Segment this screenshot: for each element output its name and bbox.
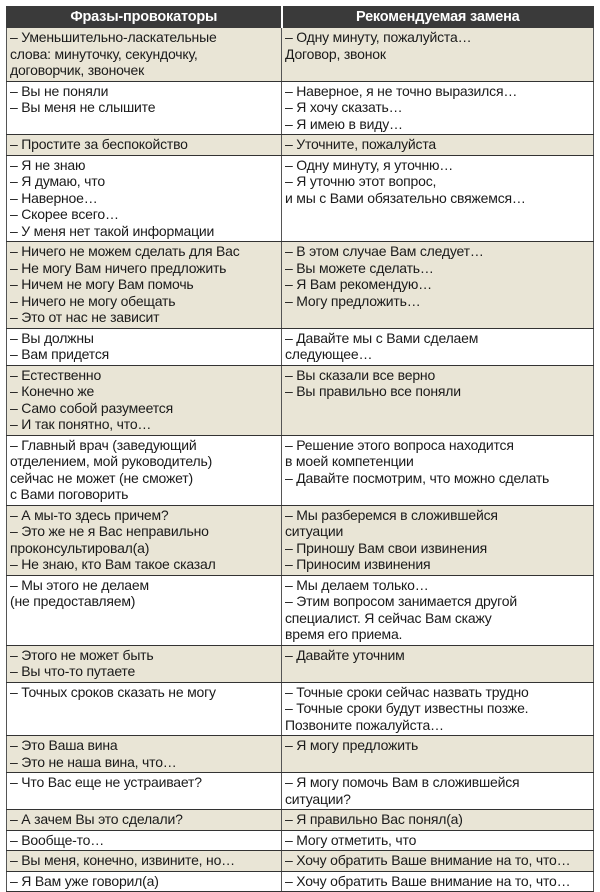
provocative-phrase-cell: [7, 365, 282, 435]
replacement-phrase-line: – Вы правильно все поняли: [285, 383, 461, 399]
provocative-phrase-line: – Само собой разумеется: [10, 399, 173, 416]
provocative-phrase-cell: [7, 810, 282, 831]
provocative-phrase-cell: [7, 242, 282, 329]
replacement-phrase-line: – Мы разберемся в сложившейся: [285, 506, 498, 523]
replacement-phrase-line: – Могу отметить, что: [285, 831, 417, 848]
replacement-phrase-line: – Могу предложить…: [285, 292, 421, 309]
recommended-replacement-cell: [282, 871, 594, 892]
replacement-phrase-line: – Точные сроки сейчас назвать трудно: [285, 683, 529, 700]
provocative-phrase-line: – Я думаю, что: [10, 173, 105, 189]
provocative-phrase-line: сейчас не может (не сможет): [10, 469, 193, 486]
provocative-phrase-cell: [7, 155, 282, 242]
replacement-phrase-line: – Я правильно Вас понял(а): [285, 811, 463, 827]
provocative-phrase-line: – Вы что-то путаете: [10, 663, 136, 679]
recommended-replacement-cell: [282, 851, 594, 872]
provocative-phrase-line: проконсультировал(а): [10, 539, 150, 556]
replacement-phrase-line: – Вы сказали все верно: [285, 366, 436, 383]
provocative-phrase-line: – Конечно же: [10, 383, 95, 399]
recommended-replacement-cell: [282, 682, 594, 736]
provocative-phrase-cell: [7, 28, 282, 82]
provocative-phrase-cell: [7, 328, 282, 365]
recommended-replacement-cell: [282, 135, 594, 156]
provocative-phrase-line: – Ничем не могу Вам помочь: [10, 276, 194, 292]
table-row: [7, 242, 594, 329]
provocative-phrase-line: с Вами поговорить: [10, 486, 129, 502]
provocative-phrase-line: – И так понятно, что…: [10, 416, 152, 432]
header-provocative-phrases: Фразы-провокаторы: [7, 7, 282, 28]
provocative-phrase-line: слова: минуточку, секундочку,: [10, 45, 198, 62]
table-row: [7, 736, 594, 773]
header-recommended-replacement: Рекомендуемая замена: [282, 7, 594, 28]
recommended-replacement-cell: [282, 81, 594, 135]
replacement-phrase-line: время его приема.: [285, 626, 403, 642]
provocative-phrase-line: – Это Ваша вина: [10, 737, 118, 753]
provocative-phrase-line: – Уменьшительно-ласкательные: [10, 29, 217, 45]
provocative-phrase-line: – Скорее всего…: [10, 206, 119, 222]
provocative-phrase-line: – Точных сроков сказать не могу: [10, 683, 216, 700]
replacement-phrase-line: – Хочу обратить Ваше внимание на то, что…: [285, 852, 571, 868]
replacement-phrase-line: и мы с Вами обязательно свяжемся…: [285, 189, 526, 206]
table-header-row: [7, 7, 594, 28]
provocative-phrase-cell: [7, 851, 282, 872]
provocative-phrase-line: – Что Вас еще не устраивает?: [10, 774, 202, 790]
provocative-phrase-line: – Вы меня, конечно, извините, но…: [10, 852, 235, 868]
provocative-phrase-line: – Ничего не могу обещать: [10, 292, 176, 309]
provocative-phrase-line: отделением, мой руководитель): [10, 453, 213, 469]
table-row: [7, 851, 594, 872]
provocative-phrase-line: – У меня нет такой информации: [10, 222, 215, 239]
replacement-phrase-line: – Наверное, я не точно выразился…: [285, 82, 518, 99]
replacement-phrase-line: – Уточните, пожалуйста: [285, 136, 436, 152]
table-row: [7, 135, 594, 156]
recommended-replacement-cell: [282, 505, 594, 575]
replacement-phrase-line: специалист. Я сейчас Вам скажу: [285, 609, 492, 626]
replacement-phrase-line: – Я уточню этот вопрос,: [285, 173, 437, 189]
replacement-phrase-line: – Я могу помочь Вам в сложившейся: [285, 774, 520, 790]
replacement-phrase-line: ситуации: [285, 523, 344, 539]
provocative-phrase-line: – Вы должны: [10, 329, 94, 346]
provocative-phrase-line: – Не могу Вам ничего предложить: [10, 259, 227, 276]
table-row: [7, 830, 594, 851]
provocative-phrase-line: – Вам придется: [10, 346, 110, 362]
provocative-phrase-cell: [7, 575, 282, 645]
replacement-phrase-line: Позвоните пожалуйста…: [285, 716, 444, 733]
replacement-phrase-line: – Я Вам рекомендую…: [285, 276, 432, 292]
provocative-phrase-line: – А зачем Вы это сделали?: [10, 811, 183, 827]
table-row: [7, 81, 594, 135]
provocative-phrase-cell: [7, 682, 282, 736]
provocative-phrase-line: – Не знаю, кто Вам такое сказал: [10, 556, 216, 572]
replacement-phrase-line: – Этим вопросом занимается другой: [285, 593, 517, 609]
provocative-phrase-cell: [7, 435, 282, 505]
provocative-phrase-line: договорчик, звоночек: [10, 62, 145, 78]
table-row: [7, 810, 594, 831]
replacement-phrase-line: Договор, звонок: [285, 45, 386, 62]
recommended-replacement-cell: [282, 328, 594, 365]
replacement-phrase-line: – Приносим извинения: [285, 556, 431, 572]
provocative-phrase-line: – Мы этого не делаем: [10, 576, 149, 593]
table-row: [7, 155, 594, 242]
phrase-replacement-table: [6, 6, 594, 892]
provocative-phrase-line: – Это от нас не зависит: [10, 309, 160, 325]
replacement-phrase-line: – Давайте уточним: [285, 646, 405, 663]
provocative-phrase-line: – Это не наша вина, что…: [10, 753, 177, 770]
provocative-phrase-line: – Вы меня не слышите: [10, 99, 156, 115]
provocative-phrase-line: – Я не знаю: [10, 156, 86, 173]
provocative-phrase-cell: [7, 81, 282, 135]
recommended-replacement-cell: [282, 736, 594, 773]
table-row: [7, 682, 594, 736]
table-row: [7, 871, 594, 892]
table-row: [7, 773, 594, 810]
replacement-phrase-line: – Хочу обратить Ваше внимание на то, что…: [285, 872, 571, 889]
recommended-replacement-cell: [282, 435, 594, 505]
provocative-phrase-line: – Ничего не можем сделать для Вас: [10, 243, 240, 259]
provocative-phrase-cell: [7, 871, 282, 892]
table-row: [7, 435, 594, 505]
provocative-phrase-cell: [7, 645, 282, 682]
table-row: [7, 645, 594, 682]
provocative-phrase-line: – Вы не поняли: [10, 82, 109, 99]
provocative-phrase-line: – Наверное…: [10, 189, 98, 206]
replacement-phrase-line: – Я имею в виду…: [285, 115, 403, 132]
table-row: [7, 328, 594, 365]
recommended-replacement-cell: [282, 242, 594, 329]
provocative-phrase-cell: [7, 135, 282, 156]
table-row: [7, 575, 594, 645]
provocative-phrase-line: (не предоставляем): [10, 593, 136, 609]
recommended-replacement-cell: [282, 810, 594, 831]
provocative-phrase-line: – Вообще-то…: [10, 831, 105, 848]
provocative-phrase-line: – Этого не может быть: [10, 646, 154, 663]
replacement-phrase-line: – Давайте посмотрим, что можно сделать: [285, 469, 550, 486]
replacement-phrase-line: – Одну минуту, я уточню…: [285, 156, 454, 173]
replacement-phrase-line: – Я хочу сказать…: [285, 99, 403, 115]
recommended-replacement-cell: [282, 645, 594, 682]
recommended-replacement-cell: [282, 830, 594, 851]
recommended-replacement-cell: [282, 575, 594, 645]
recommended-replacement-cell: [282, 155, 594, 242]
replacement-phrase-line: – Точные сроки будут известны позже.: [285, 700, 529, 716]
provocative-phrase-line: – Главный врач (заведующий: [10, 436, 197, 453]
replacement-phrase-line: – Одну минуту, пожалуйста…: [285, 29, 472, 45]
provocative-phrase-line: – А мы-то здесь причем?: [10, 506, 169, 523]
table-row: [7, 28, 594, 82]
provocative-phrase-line: – Это же не я Вас неправильно: [10, 523, 209, 539]
table-body: [7, 28, 594, 892]
replacement-phrase-line: – Вы можете сделать…: [285, 259, 434, 276]
replacement-phrase-line: в моей компетенции: [285, 453, 414, 469]
replacement-phrase-line: – Мы делаем только…: [285, 576, 429, 593]
recommended-replacement-cell: [282, 365, 594, 435]
provocative-phrase-line: – Я Вам уже говорил(а): [10, 872, 159, 889]
replacement-phrase-line: – Давайте мы с Вами сделаем: [285, 329, 479, 346]
replacement-phrase-line: ситуации?: [285, 790, 351, 807]
provocative-phrase-cell: [7, 830, 282, 851]
provocative-phrase-cell: [7, 505, 282, 575]
replacement-phrase-line: – В этом случае Вам следует…: [285, 243, 484, 259]
provocative-phrase-cell: [7, 773, 282, 810]
replacement-phrase-line: – Решение этого вопроса находится: [285, 436, 514, 453]
replacement-phrase-line: – Я могу предложить: [285, 737, 419, 753]
replacement-phrase-line: следующее…: [285, 346, 373, 362]
table-row: [7, 505, 594, 575]
provocative-phrase-line: – Естественно: [10, 366, 102, 383]
recommended-replacement-cell: [282, 28, 594, 82]
recommended-replacement-cell: [282, 773, 594, 810]
replacement-phrase-line: – Приношу Вам свои извинения: [285, 539, 487, 556]
provocative-phrase-cell: [7, 736, 282, 773]
table-row: [7, 365, 594, 435]
provocative-phrase-line: – Простите за беспокойство: [10, 136, 188, 152]
